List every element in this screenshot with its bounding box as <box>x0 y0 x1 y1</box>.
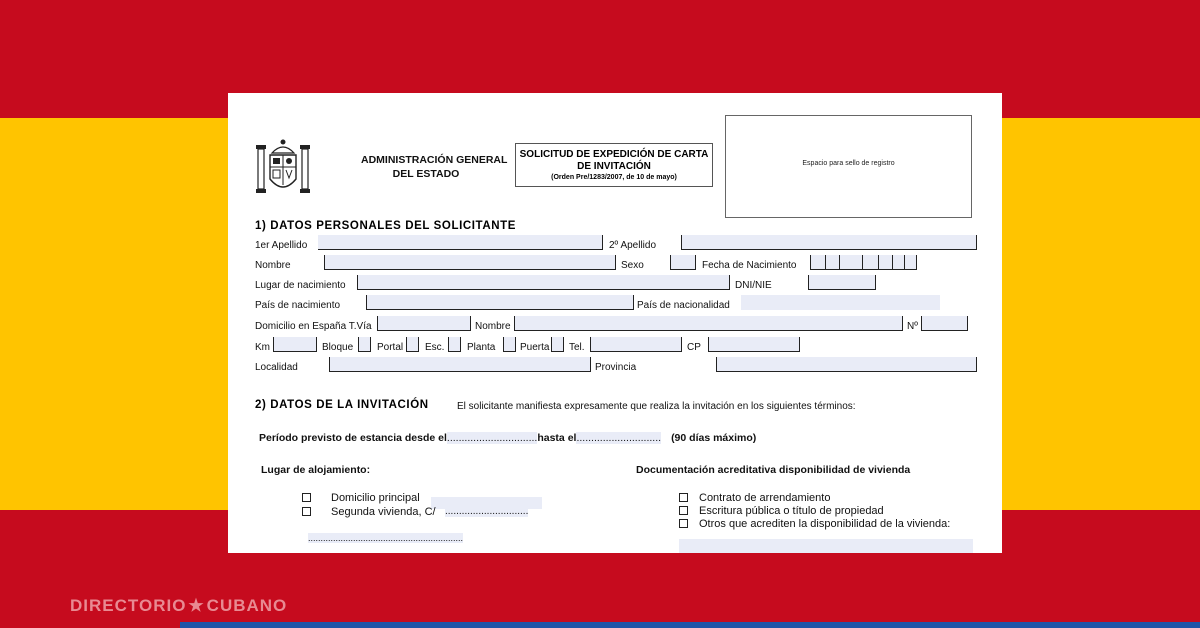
phone-field[interactable] <box>590 337 682 352</box>
date-divider <box>839 255 840 270</box>
date-divider <box>825 255 826 270</box>
label-number: Nº <box>907 321 918 332</box>
km-field[interactable] <box>273 337 317 352</box>
label-block: Bloque <box>322 342 354 353</box>
watermark-right-text: CUBANO <box>206 596 288 615</box>
stay-to-input[interactable]: ............................. <box>576 432 662 444</box>
block-field[interactable] <box>358 337 371 352</box>
accommodation-title: Lugar de alojamiento: <box>261 464 371 476</box>
label-locality: Localidad <box>255 362 298 373</box>
label-birth-country: País de nacimiento <box>255 300 341 311</box>
stay-period-from-label: Período previsto de estancia desde el <box>259 432 447 444</box>
section-2-intro: El solicitante manifiesta expresamente que realiza la invitación en los siguientes términos: <box>457 401 856 412</box>
first-surname-field[interactable] <box>318 235 603 250</box>
bottom-blue-strip <box>180 622 1200 628</box>
second-surname-field[interactable] <box>681 235 977 250</box>
floor-field[interactable] <box>503 337 516 352</box>
form-order-reference: (Orden Pre/1283/2007, de 10 de mayo) <box>551 174 677 181</box>
other-proof-label: Otros que acrediten la disponibilidad de la vivienda: <box>699 518 951 530</box>
locality-field[interactable] <box>329 357 591 372</box>
label-road-name: Nombre <box>475 321 511 332</box>
watermark-logo <box>70 596 287 616</box>
second-home-checkbox[interactable] <box>302 507 311 516</box>
province-field[interactable] <box>716 357 977 372</box>
label-phone: Tel. <box>569 342 585 353</box>
label-name: Nombre <box>255 260 291 271</box>
other-proof-checkbox[interactable] <box>679 519 688 528</box>
label-dni: DNI/NIE <box>735 280 772 291</box>
label-second-surname: 2º Apellido <box>609 240 657 251</box>
registry-stamp-box <box>725 115 972 218</box>
date-divider <box>904 255 905 270</box>
second-home-label: Segunda vivienda, C/ <box>331 506 436 518</box>
label-door: Puerta <box>520 342 550 353</box>
stay-from-input[interactable]: ............................... <box>446 432 538 444</box>
postal-code-field[interactable] <box>708 337 800 352</box>
portal-field[interactable] <box>406 337 419 352</box>
name-field[interactable] <box>324 255 616 270</box>
label-staircase: Esc. <box>425 342 445 353</box>
number-field[interactable] <box>921 316 968 331</box>
property-deed-label: Escritura pública o título de propiedad <box>699 505 884 517</box>
date-divider <box>862 255 863 270</box>
section-2-title: 2) DATOS DE LA INVITACIÓN <box>255 399 429 411</box>
star-icon: ★ <box>188 596 205 615</box>
second-home-street-field[interactable]: .............................. <box>445 506 529 517</box>
stay-period-line <box>259 432 756 444</box>
date-divider <box>878 255 879 270</box>
rental-contract-checkbox[interactable] <box>679 493 688 502</box>
administration-heading <box>361 153 508 181</box>
road-name-field[interactable] <box>514 316 903 331</box>
label-floor: Planta <box>467 342 496 353</box>
form-document <box>228 93 1002 553</box>
birth-date-field[interactable] <box>810 255 917 270</box>
admin-line-2: DEL ESTADO <box>392 168 460 180</box>
label-km: Km <box>255 342 270 353</box>
housing-docs-title: Documentación acreditativa disponibilidad de vivienda <box>636 464 911 476</box>
stamp-text: Espacio para sello de registro <box>802 160 895 167</box>
form-title-line-1: SOLICITUD DE EXPEDICIÓN DE CARTA <box>519 149 709 160</box>
label-sex: Sexo <box>621 260 644 271</box>
form-title-line-2: DE INVITACIÓN <box>577 161 651 172</box>
label-nationality: País de nacionalidad <box>637 300 730 311</box>
main-residence-label: Domicilio principal <box>331 492 420 504</box>
watermark-left-text: DIRECTORIO <box>70 596 187 615</box>
door-field[interactable] <box>551 337 564 352</box>
staircase-field[interactable] <box>448 337 461 352</box>
label-first-surname: 1er Apellido <box>255 240 308 251</box>
date-divider <box>892 255 893 270</box>
road-type-field[interactable] <box>377 316 471 331</box>
property-deed-checkbox[interactable] <box>679 506 688 515</box>
dni-field[interactable] <box>808 275 876 290</box>
label-birth-place: Lugar de nacimiento <box>255 280 346 291</box>
main-residence-checkbox[interactable] <box>302 493 311 502</box>
label-address-road-type: Domicilio en España T.Vía <box>255 321 372 332</box>
second-home-address-line[interactable]: .............................................................. <box>308 533 464 543</box>
other-proof-field[interactable] <box>679 539 973 553</box>
section-1-title: 1) DATOS PERSONALES DEL SOLICITANTE <box>255 220 517 232</box>
label-province: Provincia <box>595 362 637 373</box>
stay-period-to-label: hasta el <box>537 432 577 444</box>
rental-contract-label: Contrato de arrendamiento <box>699 492 831 504</box>
label-birth-date: Fecha de Nacimiento <box>702 260 797 271</box>
label-postal-code: CP <box>687 342 701 353</box>
birth-country-field[interactable] <box>366 295 634 310</box>
nationality-field[interactable] <box>741 295 940 310</box>
stay-max-note: (90 días máximo) <box>671 432 757 444</box>
label-portal: Portal <box>377 342 404 353</box>
sex-field[interactable] <box>670 255 696 270</box>
form-title-box <box>515 143 713 187</box>
birth-place-field[interactable] <box>357 275 730 290</box>
coat-of-arms-icon <box>254 135 312 197</box>
admin-line-1: ADMINISTRACIÓN GENERAL <box>361 154 508 166</box>
